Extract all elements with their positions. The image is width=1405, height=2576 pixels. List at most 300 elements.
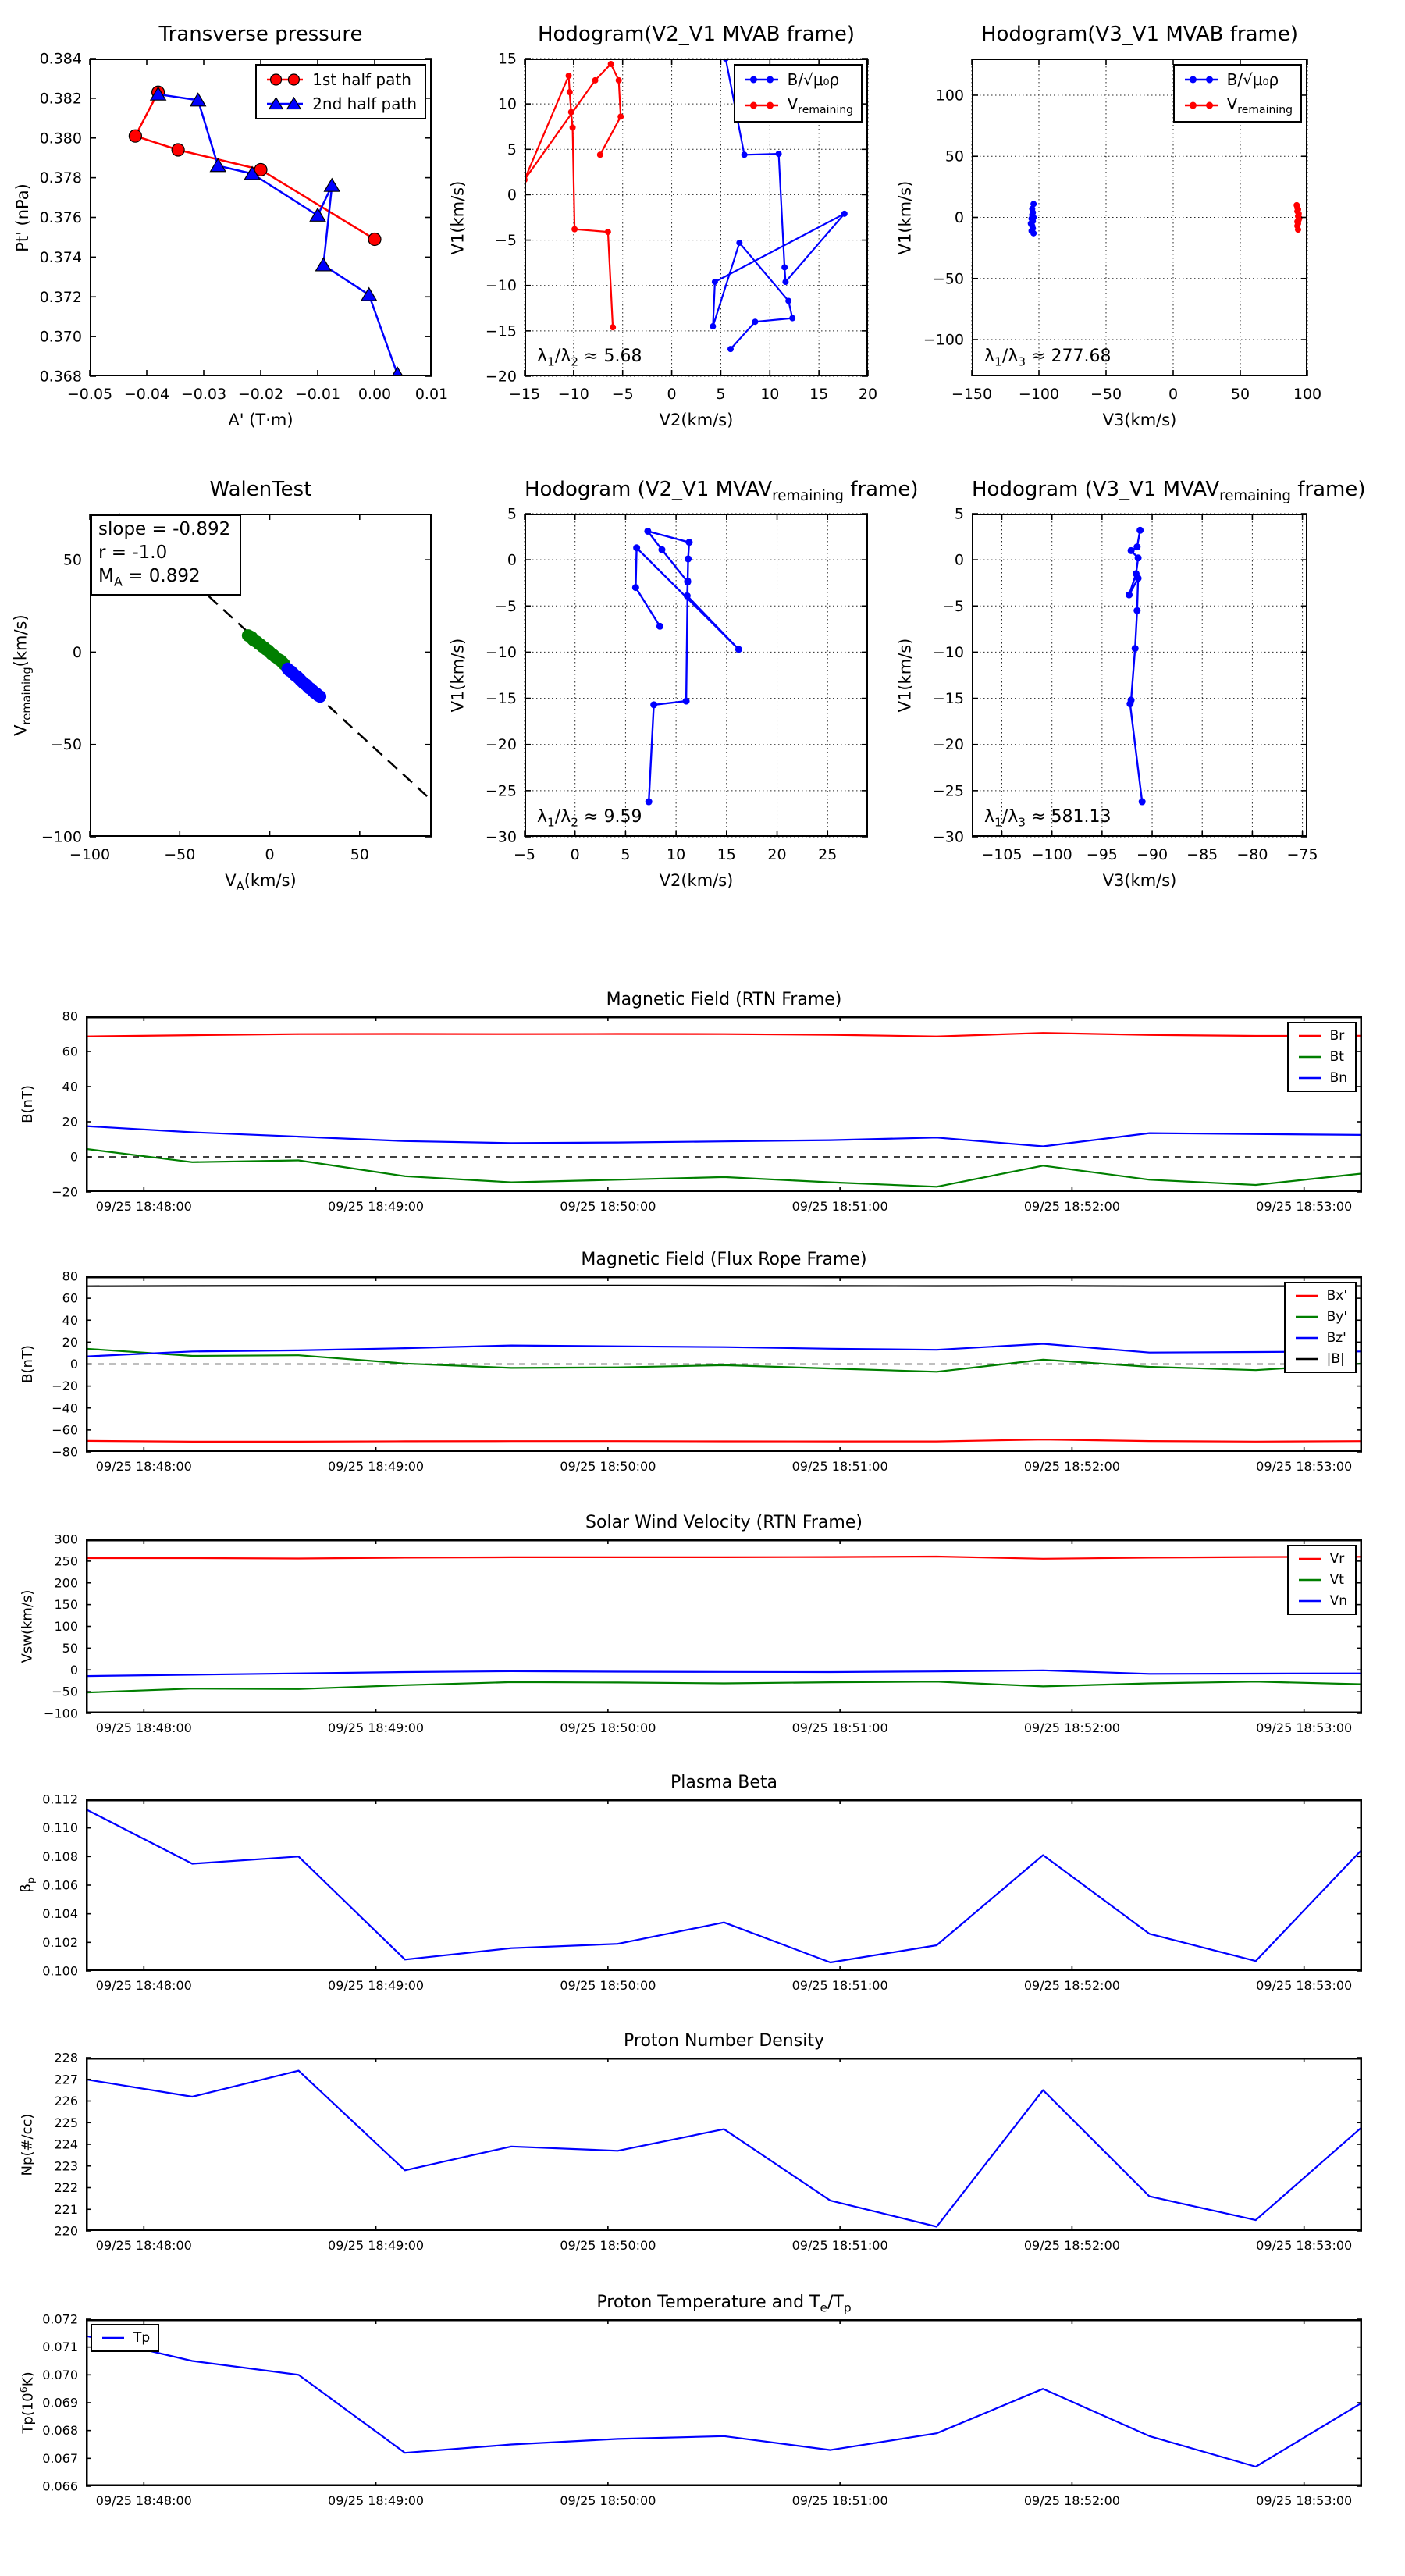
data-point-marker — [325, 179, 340, 191]
data-point-marker — [592, 77, 599, 84]
chart-title: Hodogram (V2_V1 $MVAV_{remaining}$ frame) — [525, 478, 919, 505]
data-point-marker — [736, 240, 742, 246]
chart-title: Hodogram(V3_V1 MVAB frame) — [980, 23, 1299, 46]
data-point-marker — [568, 109, 574, 116]
data-point-marker — [597, 151, 603, 158]
data-point-marker — [750, 102, 757, 109]
legend-swatch — [1183, 73, 1220, 87]
tick-label: 80 — [62, 1009, 78, 1024]
legend-label: Vt — [1329, 1572, 1344, 1588]
tick-label: 0.380 — [39, 130, 82, 148]
tick-label: −100 — [1031, 846, 1072, 863]
tick-label: 0 — [1168, 386, 1179, 403]
tick-label: 40 — [62, 1312, 78, 1328]
tick-label: 5 — [954, 505, 964, 523]
tick-label: 0.382 — [39, 90, 82, 108]
chart-hodogram-v2v1-mvav — [448, 478, 919, 890]
data-point-marker — [271, 74, 282, 85]
tick-label: 09/25 18:49:00 — [328, 2493, 425, 2508]
tick-label: −5 — [494, 597, 517, 615]
y-axis-label: V1(km/s) — [895, 638, 914, 713]
tick-label: 221 — [54, 2201, 78, 2217]
legend-item — [1293, 1288, 1347, 1304]
data-point-marker — [567, 89, 573, 95]
eigenvalue-ratio-annotation: $\lambda_1/\lambda_2 \approx 5.68$ — [537, 346, 642, 368]
fit-stats-box — [91, 514, 241, 596]
axis-frame — [86, 1539, 1362, 1713]
legend-item — [743, 94, 853, 116]
tick-label: 09/25 18:49:00 — [328, 1459, 425, 1474]
data-point-marker — [1295, 226, 1301, 233]
tick-label: 0.100 — [42, 1963, 78, 1979]
tick-label: 09/25 18:48:00 — [95, 1199, 192, 1214]
legend-swatch — [743, 98, 781, 112]
tick-label: 228 — [54, 2050, 78, 2065]
legend — [734, 64, 863, 123]
tick-label: 225 — [54, 2115, 78, 2130]
legend-swatch — [1293, 1289, 1320, 1303]
data-point-marker — [750, 76, 757, 84]
tick-label: 25 — [818, 846, 838, 863]
tick-label: 09/25 18:50:00 — [560, 1720, 656, 1735]
tick-label: −10 — [485, 643, 517, 661]
tick-label: 20 — [62, 1334, 78, 1350]
fit-mach-number: $M_A = 0.892$ — [98, 565, 201, 589]
tick-label: 09/25 18:48:00 — [95, 1720, 192, 1735]
x-axis-label: $V_A(km/s)$ — [225, 871, 297, 894]
plot-canvas — [52, 1268, 1362, 1474]
x-axis-label: A' (T·m) — [228, 411, 293, 429]
series-line — [86, 1126, 1362, 1147]
tick-label: 0 — [570, 846, 580, 863]
data-point-marker — [1136, 527, 1144, 534]
tick-label: 20 — [767, 846, 787, 863]
tick-label: 5 — [507, 141, 517, 158]
data-point-marker — [752, 318, 758, 325]
plot-canvas — [54, 2050, 1362, 2253]
legend-label: $V_{remaining}$ — [787, 94, 853, 116]
tick-label: −75 — [1286, 846, 1318, 863]
tick-label: 300 — [54, 1532, 78, 1547]
y-axis-label: Np(#/cc) — [19, 2113, 36, 2176]
data-point-marker — [1132, 645, 1139, 652]
tick-label: −15 — [485, 690, 517, 708]
tick-label: 09/25 18:52:00 — [1023, 2493, 1120, 2508]
tick-label: 0.376 — [39, 209, 82, 226]
legend-item — [1183, 70, 1293, 89]
chart-magnetic-field-rtn — [19, 990, 1362, 1214]
legend-item — [1297, 1551, 1347, 1567]
data-point-marker — [781, 264, 788, 270]
tick-label: −50 — [1090, 386, 1122, 403]
eigenvalue-ratio-annotation: $\lambda_1/\lambda_3 \approx 581.13$ — [984, 806, 1112, 829]
legend — [1287, 1022, 1357, 1092]
tick-label: 0.374 — [39, 248, 82, 266]
tick-label: −5 — [611, 386, 634, 403]
y-axis-label: $V_{remaining}(km/s)$ — [11, 614, 34, 736]
data-point-marker — [389, 367, 404, 379]
axis-frame — [86, 2319, 1362, 2486]
data-point-marker — [644, 528, 651, 535]
tick-label: 50 — [1230, 386, 1250, 403]
data-point-marker — [289, 74, 300, 85]
tick-label: −30 — [932, 828, 964, 846]
tick-label: 50 — [62, 1640, 78, 1656]
tick-label: −5 — [513, 846, 536, 863]
legend-swatch — [1297, 1029, 1323, 1043]
tick-label: 0 — [69, 1662, 78, 1678]
tick-label: 09/25 18:48:00 — [95, 1978, 192, 1993]
tick-label: 0 — [507, 551, 517, 569]
legend-label: Br — [1329, 1028, 1345, 1044]
data-point-marker — [1126, 700, 1133, 707]
legend-label: B/√μ₀ρ — [1226, 70, 1279, 89]
legend-item — [1297, 1070, 1347, 1086]
tick-label: −0.03 — [180, 386, 227, 403]
legend-label: |B| — [1326, 1351, 1345, 1367]
tick-label: 09/25 18:53:00 — [1256, 1459, 1353, 1474]
data-point-marker — [129, 130, 141, 142]
axis-frame — [86, 1016, 1362, 1192]
data-point-marker — [1206, 102, 1213, 109]
data-point-marker — [727, 346, 734, 352]
series-line — [86, 1033, 1362, 1037]
tick-label: 0.108 — [42, 1848, 78, 1864]
tick-label: 224 — [54, 2137, 78, 2152]
tick-label: −5 — [494, 232, 517, 250]
tick-label: 50 — [944, 148, 964, 165]
tick-label: 09/25 18:48:00 — [95, 2238, 192, 2253]
legend-item — [1297, 1049, 1347, 1065]
y-axis-label: B(nT) — [19, 1085, 36, 1123]
tick-label: −0.01 — [294, 386, 341, 403]
data-point-marker — [684, 592, 691, 600]
tick-label: 09/25 18:52:00 — [1023, 1199, 1120, 1214]
tick-label: 15 — [809, 386, 829, 403]
tick-label: −50 — [932, 270, 964, 288]
data-point-marker — [659, 546, 666, 553]
data-point-marker — [1139, 799, 1146, 806]
tick-label: 100 — [54, 1619, 78, 1634]
tick-label: −95 — [1086, 846, 1118, 863]
tick-label: −50 — [52, 1684, 78, 1699]
tick-label: −100 — [69, 846, 111, 863]
tick-label: −60 — [52, 1422, 78, 1438]
data-point-marker — [316, 258, 331, 271]
data-point-marker — [767, 76, 774, 84]
tick-label: 15 — [717, 846, 736, 863]
tick-label: −5 — [941, 597, 964, 615]
tick-label: 20 — [62, 1114, 78, 1130]
fit-slope: slope = -0.892 — [98, 519, 231, 539]
tick-label: 0.102 — [42, 1934, 78, 1950]
tick-label: 250 — [54, 1553, 78, 1569]
tick-label: 0.071 — [42, 2339, 78, 2355]
legend-swatch — [1293, 1352, 1320, 1366]
data-point-marker — [685, 578, 692, 585]
tick-label: −50 — [164, 846, 196, 863]
tick-label: 09/25 18:49:00 — [328, 1978, 425, 1993]
tick-label: −0.05 — [66, 386, 113, 403]
tick-label: 0.066 — [42, 2478, 78, 2494]
legend-item — [265, 70, 417, 89]
chart-title: Magnetic Field (Flux Rope Frame) — [581, 1250, 867, 1269]
legend-label: 1st half path — [312, 70, 411, 89]
chart-transverse-pressure — [13, 23, 449, 429]
tick-label: −100 — [1018, 386, 1060, 403]
data-point-marker — [785, 297, 791, 304]
legend-item — [1293, 1351, 1347, 1367]
series-line — [86, 2071, 1362, 2227]
tick-label: 200 — [54, 1575, 78, 1591]
chart-title: Plasma Beta — [670, 1773, 777, 1792]
tick-label: −15 — [485, 322, 517, 340]
tick-label: 0 — [507, 186, 517, 204]
plot-canvas — [42, 2311, 1362, 2508]
tick-label: 09/25 18:49:00 — [328, 1199, 425, 1214]
tick-label: 0.067 — [42, 2450, 78, 2466]
data-point-marker — [1133, 607, 1140, 614]
plot-canvas — [485, 505, 868, 863]
legend-swatch — [1297, 1071, 1323, 1085]
tick-label: 15 — [497, 50, 517, 68]
tick-label: 09/25 18:52:00 — [1023, 1978, 1120, 1993]
legend-label: Vn — [1329, 1593, 1347, 1609]
tick-label: 10 — [497, 95, 517, 113]
chart-title: Solar Wind Velocity (RTN Frame) — [585, 1513, 863, 1532]
tick-label: 09/25 18:52:00 — [1023, 1720, 1120, 1735]
tick-label: 0.01 — [414, 386, 449, 403]
legend-label: Bx' — [1326, 1288, 1347, 1304]
data-point-marker — [1126, 592, 1133, 599]
legend-swatch — [1183, 98, 1220, 112]
tick-label: 100 — [1293, 386, 1322, 403]
data-point-marker — [1128, 547, 1135, 554]
tick-label: −15 — [932, 690, 964, 708]
y-axis-label: V1(km/s) — [448, 180, 467, 254]
tick-label: −80 — [1236, 846, 1268, 863]
tick-label: 5 — [621, 846, 631, 863]
series-line — [86, 1809, 1362, 1962]
data-point-marker — [776, 151, 782, 157]
chart-plasma-beta — [18, 1773, 1362, 1993]
axis-frame — [86, 2058, 1362, 2231]
x-axis-label: V2(km/s) — [659, 871, 734, 890]
tick-label: 60 — [62, 1044, 78, 1059]
legend-item — [100, 2330, 150, 2346]
tick-label: 09/25 18:48:00 — [95, 1459, 192, 1474]
data-point-marker — [172, 144, 184, 156]
tick-label: −50 — [50, 736, 82, 754]
legend-label: By' — [1326, 1309, 1347, 1325]
tick-label: 0.378 — [39, 169, 82, 187]
data-point-marker — [571, 226, 578, 233]
eigenvalue-ratio-annotation: $\lambda_1/\lambda_3 \approx 277.68$ — [984, 346, 1112, 368]
tick-label: 20 — [858, 386, 878, 403]
chart-title: Proton Number Density — [624, 2031, 824, 2051]
tick-label: −15 — [508, 386, 541, 403]
series-line — [158, 94, 398, 375]
tick-label: 09/25 18:53:00 — [1256, 1199, 1353, 1214]
tick-label: −20 — [485, 368, 517, 386]
series-line — [525, 64, 621, 327]
tick-label: 0.384 — [39, 50, 82, 68]
chart-proton-temperature — [18, 2293, 1362, 2508]
tick-label: −10 — [485, 277, 517, 295]
data-point-marker — [782, 279, 788, 285]
legend-swatch — [743, 73, 781, 87]
tick-label: 0 — [72, 643, 82, 661]
tick-label: 09/25 18:50:00 — [560, 1459, 656, 1474]
data-point-marker — [685, 539, 692, 546]
plot-canvas — [44, 1532, 1362, 1735]
chart-title: Hodogram(V2_V1 MVAB frame) — [537, 23, 855, 46]
tick-label: 09/25 18:50:00 — [560, 2238, 656, 2253]
data-point-marker — [617, 113, 624, 119]
y-axis-label: $\beta_p$ — [18, 1877, 37, 1893]
x-axis-label: V3(km/s) — [1102, 411, 1177, 429]
legend-label: Bn — [1329, 1070, 1347, 1086]
chart-hodogram-v3v1-mvav — [895, 478, 1366, 890]
tick-label: −10 — [557, 386, 589, 403]
data-point-marker — [656, 623, 663, 630]
tick-label: 09/25 18:51:00 — [791, 1978, 888, 1993]
data-point-marker — [710, 323, 716, 329]
tick-label: 226 — [54, 2094, 78, 2108]
tick-label: 60 — [62, 1290, 78, 1306]
legend-item — [1293, 1330, 1347, 1346]
y-axis-label: Pt' (nPa) — [13, 183, 33, 252]
tick-label: 09/25 18:53:00 — [1256, 1720, 1353, 1735]
tick-label: 220 — [54, 2223, 78, 2239]
chart-title: WalenTest — [209, 478, 312, 501]
series-line — [86, 1670, 1362, 1676]
legend — [1287, 1545, 1357, 1615]
tick-label: 0 — [667, 386, 677, 403]
data-point-marker — [1206, 76, 1213, 84]
tick-label: 0.372 — [39, 288, 82, 306]
tick-label: 09/25 18:49:00 — [328, 2238, 425, 2253]
legend-item — [265, 94, 417, 113]
tick-label: −40 — [52, 1400, 78, 1416]
tick-label: 09/25 18:51:00 — [791, 1199, 888, 1214]
tick-label: 0.110 — [42, 1820, 78, 1836]
data-point-marker — [767, 102, 774, 109]
fit-correlation: r = -1.0 — [98, 542, 168, 563]
plot-canvas — [52, 1009, 1362, 1214]
tick-label: −105 — [981, 846, 1023, 863]
data-point-marker — [570, 124, 576, 130]
tick-label: 09/25 18:49:00 — [328, 1720, 425, 1735]
tick-label: −10 — [932, 643, 964, 661]
legend-item — [1297, 1593, 1347, 1609]
data-point-marker — [368, 233, 381, 245]
chart-title: Proton Temperature and $T_e/T_p$ — [596, 2293, 852, 2315]
axis-frame — [86, 1799, 1362, 1971]
tick-label: 0.00 — [357, 386, 392, 403]
tick-label: 0.069 — [42, 2395, 78, 2411]
data-point-marker — [608, 61, 614, 67]
chart-title: Hodogram (V3_V1 $MVAV_{remaining}$ frame) — [972, 478, 1366, 505]
legend-swatch — [265, 73, 305, 87]
tick-label: 5 — [716, 386, 726, 403]
legend-label: 2nd half path — [312, 94, 417, 113]
data-point-marker — [789, 315, 795, 322]
tick-label: −20 — [52, 1379, 78, 1394]
data-point-marker — [632, 584, 639, 591]
tick-label: 10 — [760, 386, 780, 403]
axis-frame — [525, 514, 868, 837]
chart-title: Magnetic Field (RTN Frame) — [606, 990, 842, 1009]
legend-label: Bt — [1329, 1049, 1344, 1065]
tick-label: 0.104 — [42, 1906, 78, 1922]
legend-swatch — [100, 2331, 126, 2345]
chart-solar-wind-velocity — [19, 1513, 1362, 1735]
data-point-marker — [735, 646, 742, 653]
legend — [255, 64, 426, 119]
tick-label: 0.070 — [42, 2367, 78, 2382]
tick-label: 0 — [265, 846, 275, 863]
y-axis-label: V1(km/s) — [448, 638, 467, 713]
chart-title: Transverse pressure — [158, 23, 363, 46]
y-axis-label: $Tp(10^6K)$ — [18, 2371, 37, 2434]
data-point-marker — [742, 151, 748, 158]
tick-label: 09/25 18:53:00 — [1256, 2238, 1353, 2253]
tick-label: 09/25 18:50:00 — [560, 1199, 656, 1214]
x-axis-label: V2(km/s) — [659, 411, 734, 429]
legend-swatch — [1293, 1331, 1320, 1345]
legend-item — [1297, 1572, 1347, 1588]
tick-label: 0 — [954, 209, 964, 226]
tick-label: −100 — [923, 331, 964, 349]
chart-hodogram-v3v1-mvab — [895, 23, 1322, 429]
tick-label: 09/25 18:50:00 — [560, 2493, 656, 2508]
series-line — [86, 1439, 1362, 1442]
tick-label: 09/25 18:51:00 — [791, 1720, 888, 1735]
legend-label: Bz' — [1326, 1330, 1346, 1346]
tick-label: −25 — [485, 782, 517, 800]
tick-label: 227 — [54, 2072, 78, 2087]
chart-proton-number-density — [19, 2031, 1362, 2253]
tick-label: 0.368 — [39, 368, 82, 386]
legend-swatch — [1293, 1310, 1320, 1324]
legend-swatch — [1297, 1594, 1323, 1608]
legend-label: $V_{remaining}$ — [1226, 94, 1293, 116]
data-point-marker — [1135, 575, 1142, 582]
tick-label: 5 — [507, 505, 517, 523]
legend-label: Vr — [1329, 1551, 1345, 1567]
tick-label: 0 — [69, 1357, 78, 1372]
tick-label: −90 — [1136, 846, 1168, 863]
tick-label: 0.112 — [42, 1791, 78, 1807]
tick-label: 80 — [62, 1268, 78, 1284]
y-axis-label: B(nT) — [19, 1345, 36, 1383]
tick-label: 0 — [69, 1149, 78, 1165]
tick-label: 0.068 — [42, 2423, 78, 2439]
legend — [1173, 64, 1302, 123]
data-point-marker — [650, 701, 657, 708]
legend-item — [743, 70, 853, 89]
tick-label: 09/25 18:52:00 — [1023, 2238, 1120, 2253]
tick-label: −85 — [1186, 846, 1218, 863]
series-line — [86, 1149, 1362, 1187]
legend-item — [1293, 1309, 1347, 1325]
tick-label: 09/25 18:48:00 — [95, 2493, 192, 2508]
tick-label: 09/25 18:53:00 — [1256, 2493, 1353, 2508]
tick-label: 50 — [62, 551, 82, 569]
tick-label: −0.04 — [123, 386, 170, 403]
data-point-marker — [1190, 102, 1197, 109]
